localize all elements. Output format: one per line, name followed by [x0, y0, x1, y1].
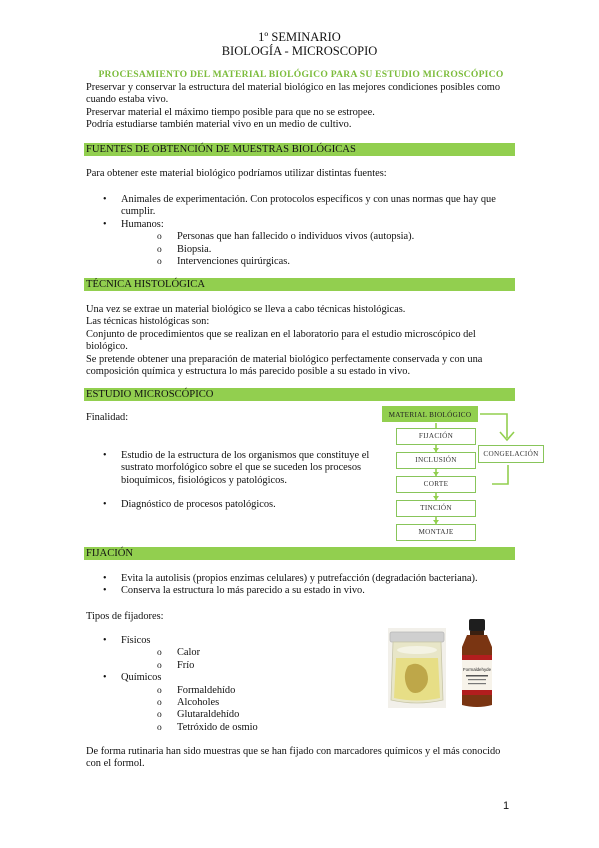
list-item: [86, 672, 366, 734]
estudio-list: [86, 450, 371, 512]
flow-box-material: MATERIAL BIOLÓGICO: [382, 406, 478, 422]
list-item: [86, 219, 516, 269]
tecnica-paragraph-3: Conjunto de procedimientos que se realizan en el laboratorio para el estudio microscópico del biológico.: [86, 328, 476, 353]
section-subheading: PROCESAMIENTO DEL MATERIAL BIOLÓGICO PARA SU ESTUDIO MICROSCÓPICO: [98, 69, 504, 80]
sublist-item: o Calor: [121, 647, 366, 659]
estudio-bullet-diagnostico: Diagnóstico de procesos patológicos.: [121, 499, 276, 511]
fuentes-bullet-humanos: Humanos:: [121, 218, 164, 230]
sublist-item: o Glutaraldehído: [121, 709, 366, 721]
list-item: [86, 635, 366, 672]
fijacion-bullet-conserva: Conserva la estructura lo más parecido a su estado in vivo.: [121, 585, 365, 597]
fuentes-list: [86, 194, 516, 268]
fijadores-fisicos: Físicos: [121, 635, 151, 646]
sublist-item: o Intervenciones quirúrgicas.: [121, 256, 516, 268]
flow-box-step: INCLUSIÓN: [396, 452, 476, 469]
tecnica-paragraph-2: Las técnicas histológicas son:: [86, 316, 210, 328]
finalidad-label: Finalidad:: [86, 412, 129, 423]
heading-tecnica: TÉCNICA HISTOLÓGICA: [84, 278, 515, 291]
fijadores-list: [86, 635, 366, 734]
list-item: [86, 499, 371, 511]
heading-estudio: ESTUDIO MICROSCÓPICO: [84, 388, 515, 401]
fijacion-bullet-autolisis: Evita la autolisis (propios enzimas celulares) y putrefacción (degradación bacteriana).: [121, 573, 478, 584]
subject-title: BIOLOGÍA - MICROSCOPIO: [221, 44, 378, 58]
intro-paragraph-2: Preservar material el máximo tiempo posible para que no se estropee.: [86, 106, 375, 118]
flow-return-line: [492, 465, 508, 484]
heading-fijacion: FIJACIÓN: [84, 547, 515, 560]
list-item: [86, 450, 371, 487]
flow-box-step: TINCIÓN: [396, 500, 476, 517]
sublist-item: o Tetróxido de osmio: [121, 722, 366, 734]
sublist-item: o Formaldehído: [121, 685, 366, 697]
fuentes-bullet-animales: Animales de experimentación. Con protocolos específicos y con unas normas que hay que cumplir.: [121, 194, 496, 218]
formaldehyde-bottle-photo: [456, 619, 498, 709]
intro-block: [86, 82, 516, 132]
specimen-jar-photo: [388, 628, 446, 708]
heading-fuentes: FUENTES DE OBTENCIÓN DE MUESTRAS BIOLÓGICAS: [84, 143, 515, 156]
sublist-item: o Frío: [121, 660, 366, 672]
intro-paragraph-1: Preservar y conservar la estructura del material biológico en las mejores condiciones posibles como cuando estaba vivo.: [86, 82, 501, 106]
tecnica-paragraph-1: Una vez se extrae un material biológico se lleva a cabo técnicas histológicas.: [86, 304, 406, 315]
flow-box-step: MONTAJE: [396, 524, 476, 541]
fuentes-lead: Para obtener este material biológico podríamos utilizar distintas fuentes:: [86, 168, 387, 179]
flow-box-step: CORTE: [396, 476, 476, 493]
flow-box-congelacion: CONGELACIÓN: [478, 445, 544, 463]
tecnica-paragraph-4: Se pretende obtener una preparación de material biológico perfectamente conservada y con una composición química y estructura lo más parecido posible a su estado in vivo.: [86, 353, 483, 378]
fijadores-quimicos: Químicos: [121, 672, 162, 684]
sublist-item: o Biopsia.: [121, 244, 516, 256]
page-number: 1: [503, 800, 510, 812]
flow-box-step: FIJACIÓN: [396, 428, 476, 445]
estudio-bullet-estructura: Estudio de la estructura de los organismos que constituye el sustrato morfológico sobre el que se suceden los procesos bioquímicos, fisiológicos y patológicos.: [121, 450, 370, 486]
seminar-title: 1º SEMINARIO: [258, 30, 341, 44]
fijacion-closing: De forma rutinaria han sido muestras que se han fijado con marcadores químicos y el más conocido con el formol.: [86, 746, 501, 770]
list-item: [86, 585, 516, 597]
sublist-item: o Alcoholes: [121, 697, 366, 709]
intro-paragraph-3: Podría estudiarse también material vivo en un medio de cultivo.: [86, 119, 352, 131]
tecnica-block: [86, 304, 516, 378]
sublist-item: o Personas que han fallecido o individuos vivos (autopsia).: [121, 231, 516, 243]
fijacion-list: [86, 573, 516, 598]
processing-flow-diagram: [380, 402, 550, 547]
bottle-label: Formaldehyde: [462, 667, 492, 672]
list-item: [86, 194, 516, 219]
tipos-fijadores-label: Tipos de fijadores:: [86, 611, 164, 622]
list-item: [86, 573, 516, 585]
